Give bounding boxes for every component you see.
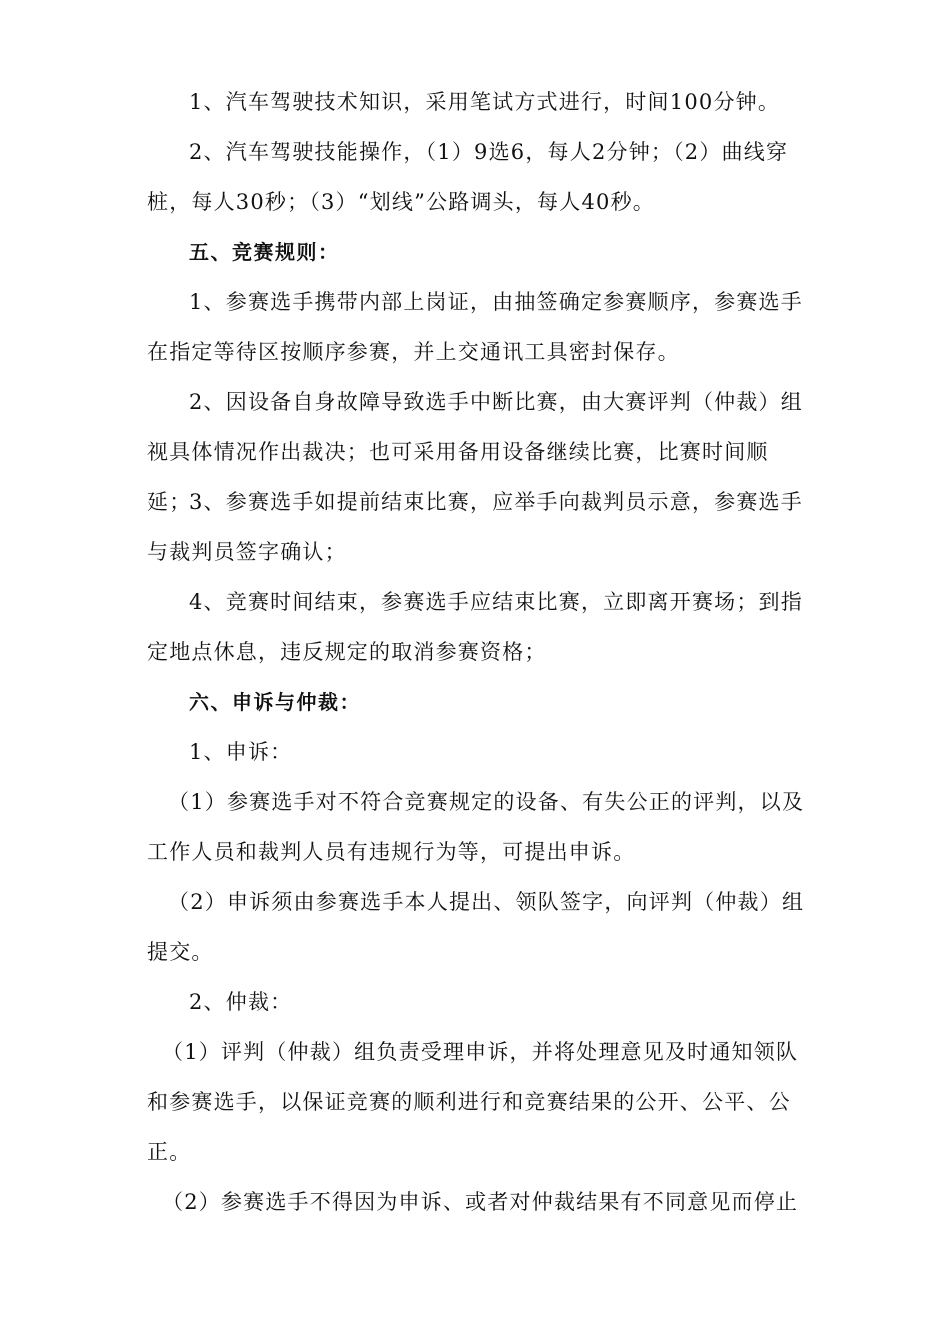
paragraph-driving-skills: 2、汽车驾驶技能操作，（1）9选6，每人2分钟；（2）曲线穿桩，每人30秒；（3）“划线”公路调头，每人40秒。 bbox=[147, 140, 789, 214]
heading-competition-rules: 五、竞赛规则： bbox=[189, 240, 340, 264]
paragraph-rule-2: 2、因设备自身故障导致选手中断比赛，由大赛评判（仲裁）组视具体情况作出裁决；也可采用备用设备继续比赛，比赛时间顺延； bbox=[147, 390, 803, 514]
heading-appeal-arbitration: 六、申诉与仲裁： bbox=[189, 690, 361, 714]
paragraph-arbitration-1: （1）评判（仲裁）组负责受理申诉，并将处理意见及时通知领队和参赛选手，以保证竞赛的顺利进行和竞赛结果的公开、公平、公正。 bbox=[147, 1040, 799, 1164]
paragraph-appeal-2: （2）申诉须由参赛选手本人提出、领队签字，向评判（仲裁）组提交。 bbox=[147, 890, 805, 964]
paragraph-rule-1: 1、参赛选手携带内部上岗证，由抽签确定参赛顺序，参赛选手在指定等待区按顺序参赛，并上交通讯工具密封保存。 bbox=[147, 290, 803, 364]
paragraph-appeal-1: （1）参赛选手对不符合竞赛规定的设备、有失公正的评判，以及工作人员和裁判人员有违规行为等，可提出申诉。 bbox=[147, 790, 805, 864]
paragraph-arbitration-2: （2）参赛选手不得因为申诉、或者对仲裁结果有不同意见而停止 bbox=[162, 1190, 799, 1214]
paragraph-written-exam: 1、汽车驾驶技术知识，采用笔试方式进行，时间100分钟。 bbox=[189, 90, 781, 114]
subheading-arbitration: 2、仲裁： bbox=[189, 990, 293, 1014]
paragraph-rule-4: 4、竞赛时间结束，参赛选手应结束比赛，立即离开赛场；到指定地点休息，违反规定的取消参赛资格； bbox=[147, 590, 803, 664]
paragraph-rule-3: 3、参赛选手如提前结束比赛，应举手向裁判员示意，参赛选手与裁判员签字确认； bbox=[147, 490, 803, 564]
subheading-appeal: 1、申诉： bbox=[189, 740, 293, 764]
